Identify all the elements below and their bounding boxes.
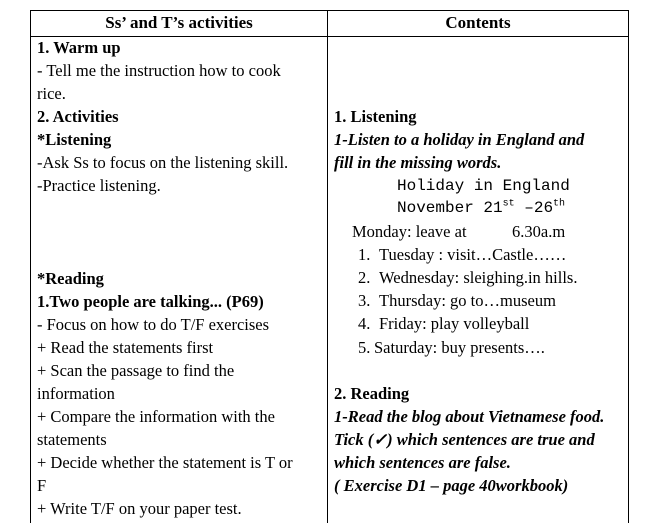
schedule-number: 2. [358, 268, 371, 287]
reading-subtitle: 1.Two people are talking... (P69) [37, 292, 264, 311]
reading-line: F [37, 476, 47, 495]
schedule-number: 5. [358, 338, 371, 357]
reading-line: + Write T/F on your paper test. [37, 499, 242, 518]
schedule-item: Saturday: buy presents…. [374, 338, 545, 357]
holiday-dates: November 21st –26th [397, 198, 566, 217]
reading-line: + Scan the passage to find the [37, 361, 235, 380]
listening-heading: *Listening [37, 130, 112, 149]
reading-section-title: 2. Reading [334, 384, 410, 403]
warmup-line: - Tell me the instruction how to cook [37, 61, 281, 80]
schedule-item: Friday: play volleyball [379, 314, 530, 333]
schedule-number: 4. [358, 314, 371, 333]
header-contents: Contents [445, 13, 511, 32]
listening-task: 1-Listen to a holiday in England and [334, 130, 585, 149]
schedule-item: Wednesday: sleighing.in hills. [379, 268, 578, 287]
monday-label: Monday: leave at [352, 222, 467, 241]
reading-line: - Focus on how to do T/F exercises [37, 315, 270, 334]
reading-task: which sentences are false. [334, 453, 511, 472]
lesson-table [30, 10, 629, 523]
reading-line: statements [37, 430, 107, 449]
reading-line: information [37, 384, 115, 403]
schedule-number: 1. [358, 245, 371, 264]
monday-time: 6.30a.m [512, 222, 566, 241]
listening-section-title: 1. Listening [334, 107, 417, 126]
schedule-item: Thursday: go to…museum [379, 291, 556, 310]
listening-task: fill in the missing words. [334, 153, 502, 172]
reading-line: + Read the statements first [37, 338, 214, 357]
reading-line: + Decide whether the statement is T or [37, 453, 293, 472]
listening-line: -Ask Ss to focus on the listening skill. [37, 153, 289, 172]
header-activities: Ss’ and T’s activities [105, 13, 253, 32]
listening-line: -Practice listening. [37, 176, 161, 195]
column-divider [327, 11, 328, 523]
activities-title: 2. Activities [37, 107, 119, 126]
warmup-line: rice. [37, 84, 66, 103]
schedule-item: Tuesday : visit…Castle…… [379, 245, 567, 264]
warmup-title: 1. Warm up [37, 38, 121, 57]
schedule-number: 3. [358, 291, 371, 310]
holiday-title: Holiday in England [397, 177, 570, 195]
reading-heading: *Reading [37, 269, 104, 288]
header-divider [31, 36, 628, 37]
reading-task: 1-Read the blog about Vietnamese food. [334, 407, 605, 426]
reading-task: Tick (✓) which sentences are true and [334, 430, 595, 449]
reading-task: ( Exercise D1 – page 40workbook) [334, 476, 569, 495]
reading-line: + Compare the information with the [37, 407, 275, 426]
